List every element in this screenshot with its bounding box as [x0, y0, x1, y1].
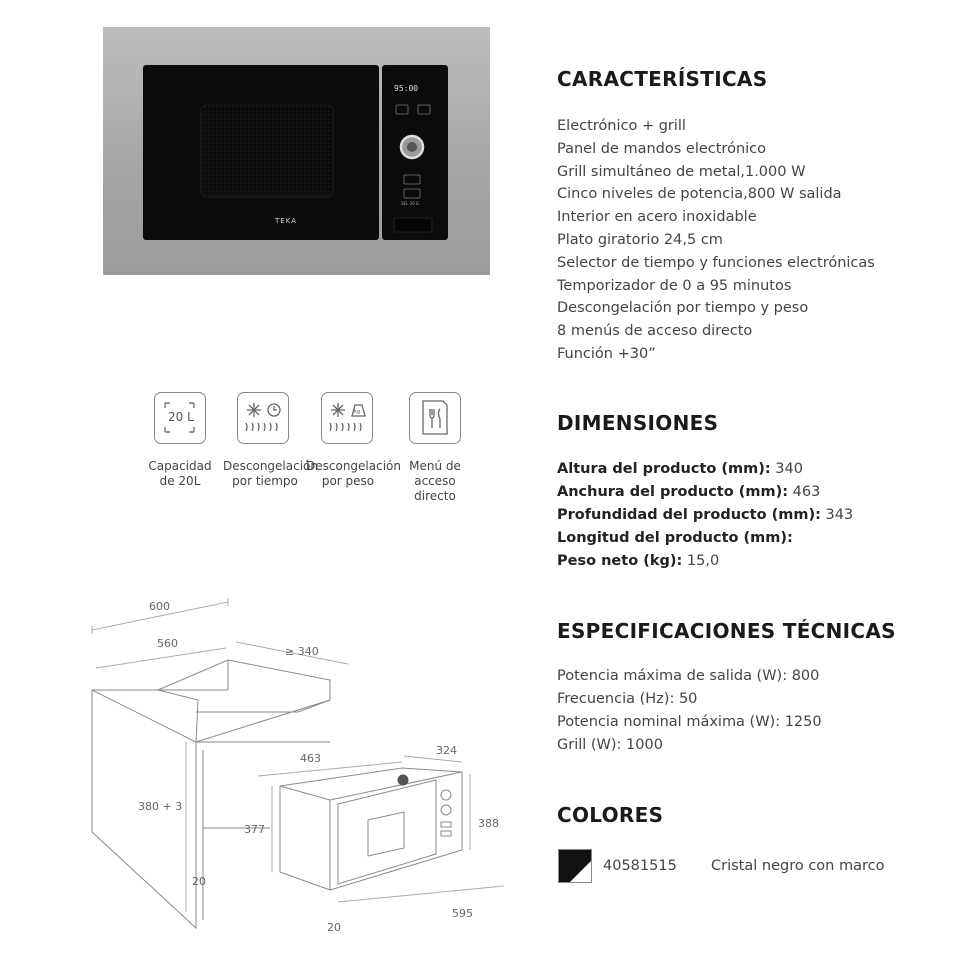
dim-595: 595 [452, 907, 473, 920]
dimension-row: Anchura del producto (mm): 463 [557, 484, 821, 500]
caption-line: por tiempo [232, 474, 298, 488]
icon-caption-defrost-weight [306, 459, 401, 489]
spec-item: Frecuencia (Hz): 50 [557, 691, 698, 707]
icon-caption-defrost-time [223, 459, 318, 489]
microwave-door [143, 65, 379, 240]
feature-item: Grill simultáneo de metal,1.000 W [557, 163, 806, 180]
spec-item: Potencia máxima de salida (W): 800 [557, 668, 820, 684]
features-list [557, 115, 947, 366]
dimensions-title: DIMENSIONES [557, 411, 719, 435]
panel-button-icon [418, 105, 430, 114]
defrost-time-icon [237, 392, 289, 444]
feature-item: Panel de mandos electrónico [557, 140, 767, 157]
specs-list [557, 665, 947, 757]
feature-item: Función +30” [557, 345, 656, 362]
color-swatch-icon [558, 849, 592, 883]
specs-title: ESPECIFICACIONES TÉCNICAS [557, 619, 896, 643]
spec-item: Grill (W): 1000 [557, 737, 663, 753]
colors-title: COLORES [557, 803, 664, 827]
caption-line: por peso [321, 474, 375, 488]
caption-line: Menú de [409, 459, 461, 473]
caption-line: de 20L [159, 474, 201, 488]
timer-display: 95:00 [394, 84, 419, 93]
dim-388: 388 [478, 817, 499, 830]
caption-line: Descongelación [223, 459, 318, 473]
feature-item: Descongelación por tiempo y peso [557, 300, 809, 317]
icon-caption-direct-menu [396, 459, 474, 504]
dimension-row: Longitud del producto (mm): [557, 530, 793, 546]
dimension-row: Altura del producto (mm): 340 [557, 461, 803, 477]
door-mesh [143, 65, 379, 240]
feature-item: Interior en acero inoxidable [557, 209, 757, 226]
dim-377: 377 [244, 823, 265, 836]
features-title: CARACTERÍSTICAS [557, 67, 768, 91]
dimension-row: Profundidad del producto (mm): 343 [557, 507, 854, 523]
weight-badge: kg [354, 409, 361, 415]
dim-20-b: 20 [327, 921, 341, 934]
dim-463: 463 [300, 752, 321, 765]
direct-menu-icon [409, 392, 461, 444]
brand-logo: TEKA [275, 217, 297, 225]
feature-item: 8 menús de acceso directo [557, 323, 753, 340]
caption-line: Capacidad [148, 459, 212, 473]
panel-label: SEL 20 G [401, 201, 420, 206]
feature-item: Electrónico + grill [557, 118, 686, 134]
capacity-badge: 20 L [168, 410, 194, 424]
feature-item: Temporizador de 0 a 95 minutos [557, 277, 792, 294]
caption-line: directo [414, 489, 456, 503]
color-name: Cristal negro con marco [711, 858, 885, 874]
dim-340: ≥ 340 [285, 645, 319, 658]
feature-item: Plato giratorio 24,5 cm [557, 231, 723, 248]
caption-line: acceso [414, 474, 456, 488]
dim-600: 600 [149, 600, 170, 613]
dim-324: 324 [436, 744, 457, 757]
dim-560: 560 [157, 637, 178, 650]
oven-body [280, 768, 462, 890]
capacity-20l-icon [154, 392, 206, 444]
installation-diagram [0, 590, 540, 940]
icon-caption-capacity [140, 459, 220, 489]
dim-380: 380 + 3 [138, 800, 183, 813]
color-code: 40581515 [603, 858, 677, 874]
feature-item: Selector de tiempo y funciones electrónicas [557, 254, 875, 271]
spec-item: Potencia nominal máxima (W): 1250 [557, 714, 822, 730]
defrost-weight-icon [321, 392, 373, 444]
caption-line: Descongelación [306, 459, 401, 473]
dimensions-list [557, 458, 947, 573]
feature-item: Cinco niveles de potencia,800 W salida [557, 186, 842, 203]
dim-20-a: 20 [192, 875, 206, 888]
dimension-row: Peso neto (kg): 15,0 [557, 553, 720, 569]
panel-button-icon [396, 105, 408, 114]
